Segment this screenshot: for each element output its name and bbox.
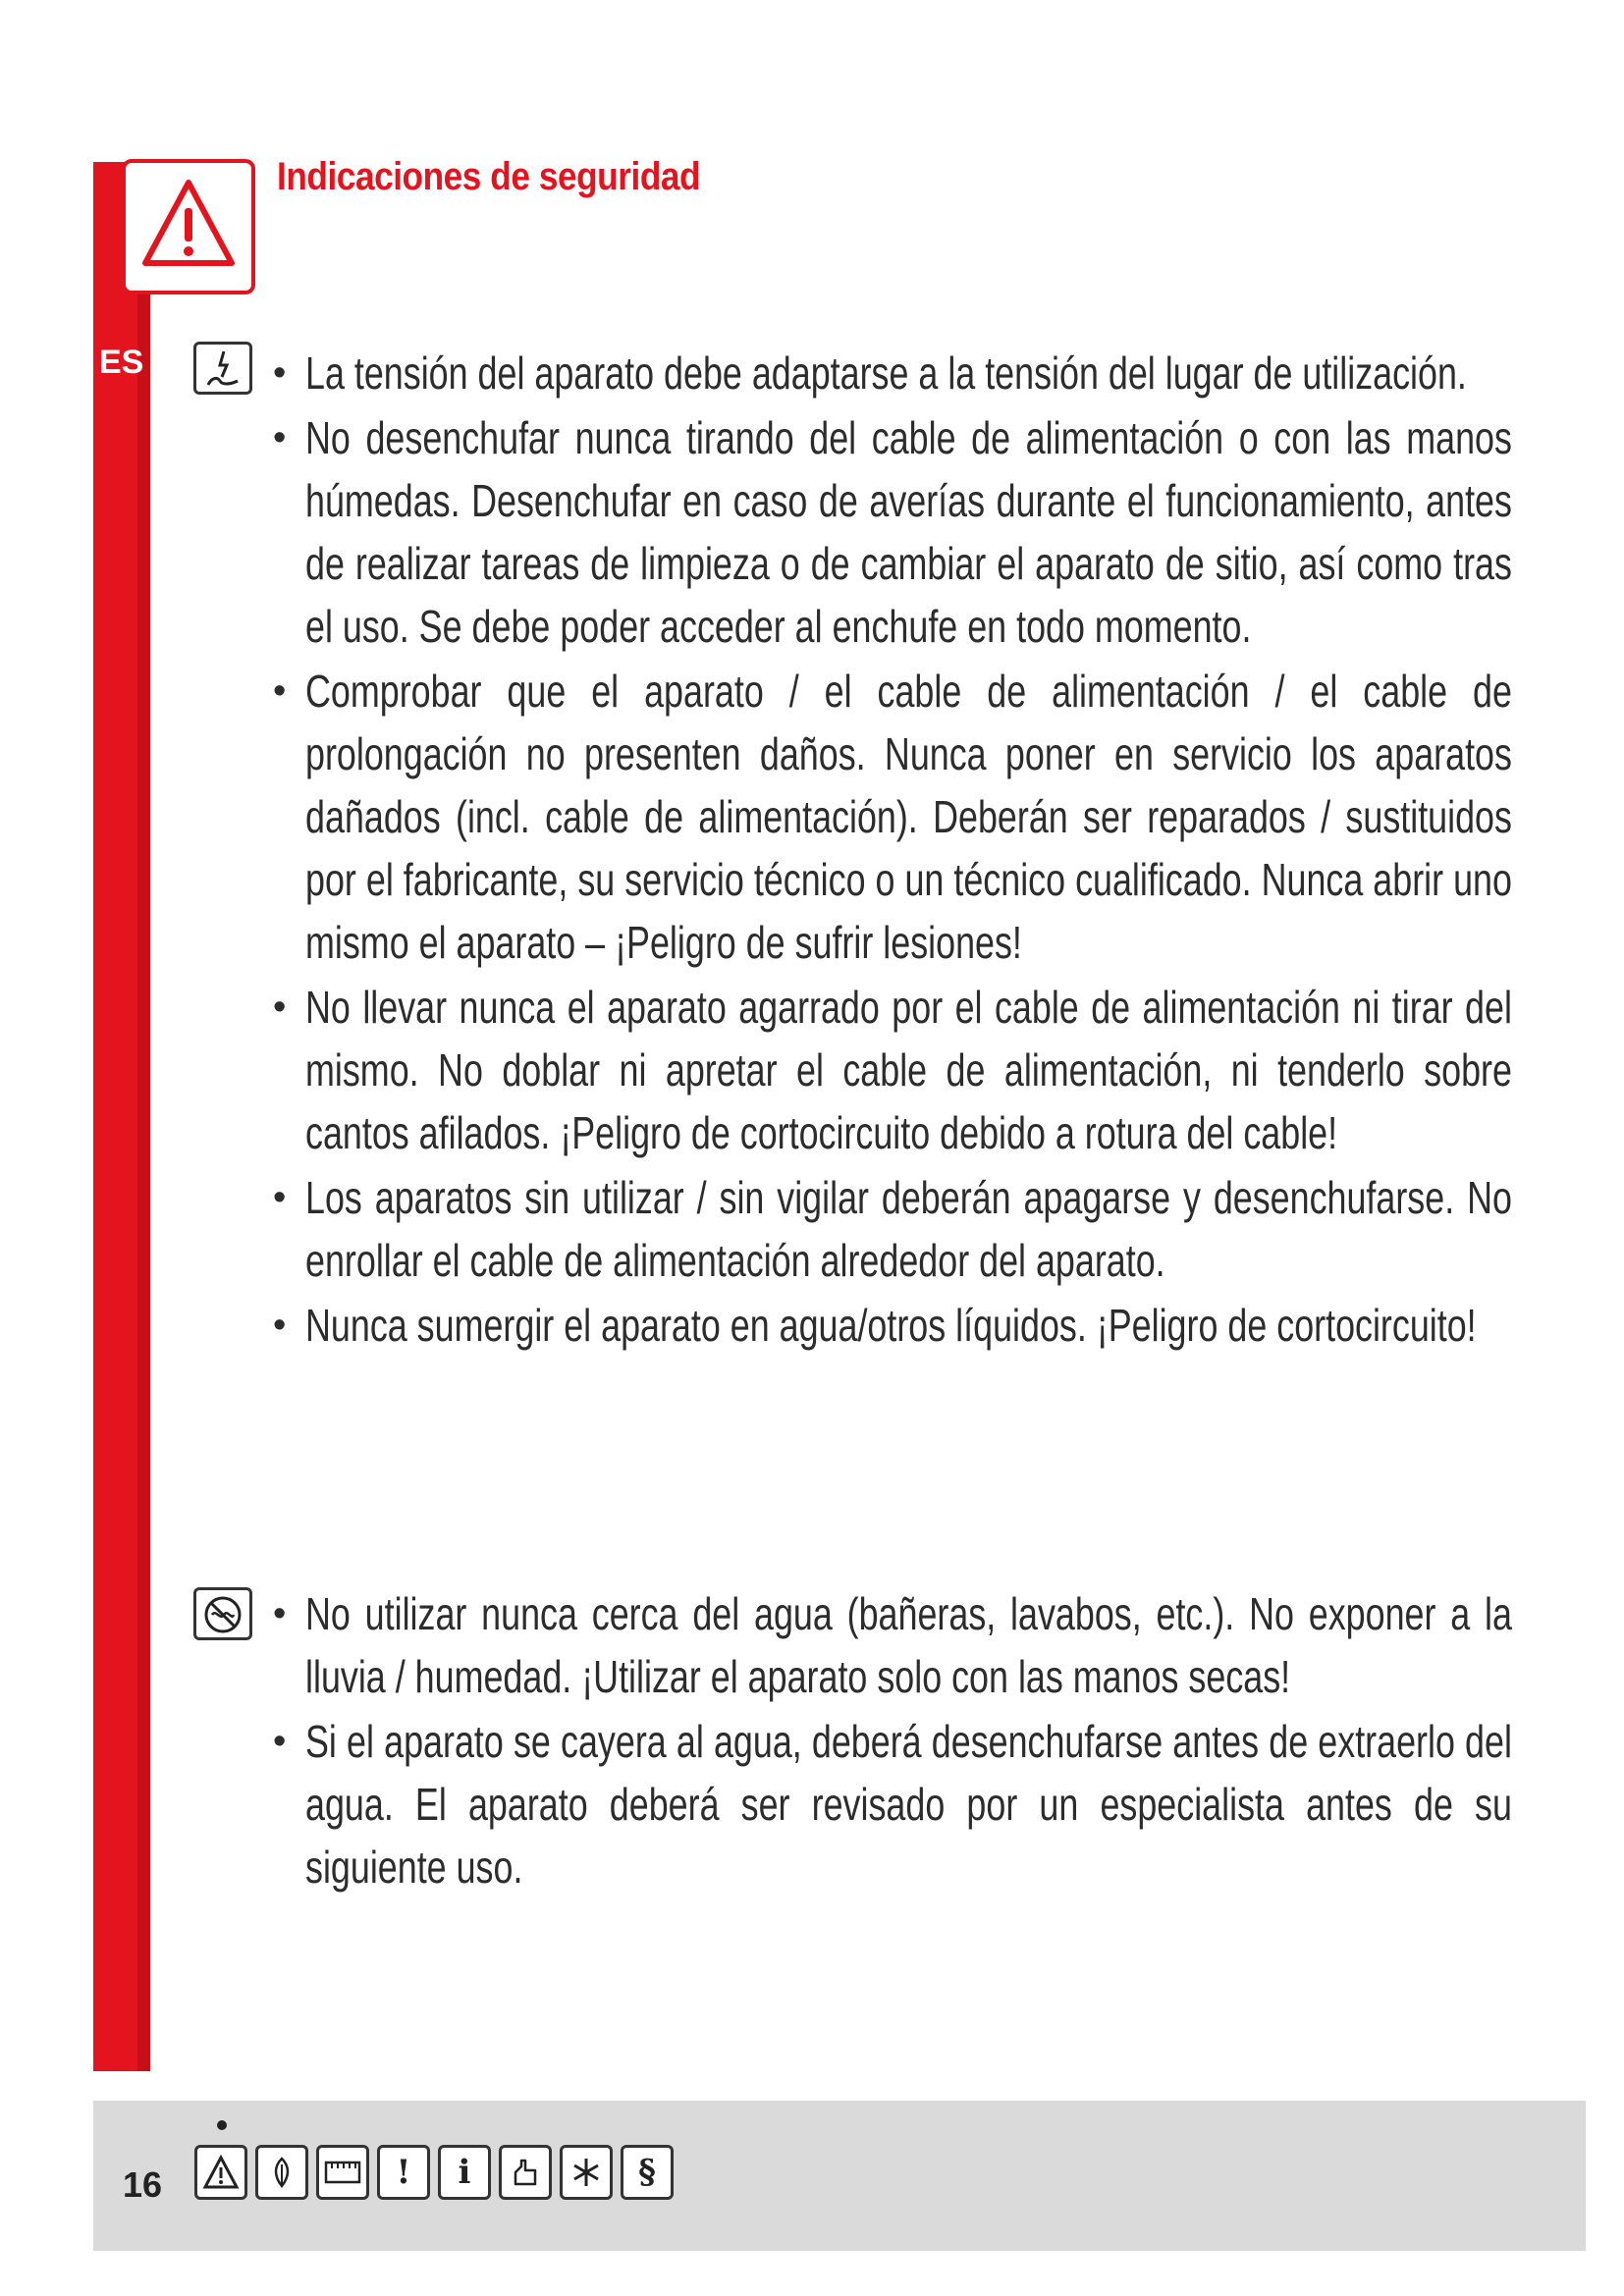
exclamation-icon[interactable]: ! <box>377 2145 430 2200</box>
page-number: 16 <box>123 2164 163 2205</box>
warning-icon[interactable] <box>194 2145 247 2200</box>
section-title: Indicaciones de seguridad <box>277 155 701 198</box>
hand-icon[interactable] <box>499 2145 552 2200</box>
list-item: • Comprobar que el aparato / el cable de alimentación / el cable de prolongación no presenten daños. Nunca poner en servicio los aparatos dañados (incl. cable de alimentación). Deberán ser reparados / sustituidos por el fabricante, su servicio técnico o un técnico cualificado. Nunca abrir uno mismo el aparato – ¡Peligro de sufrir lesiones! <box>273 660 1512 974</box>
list-item: • No llevar nunca el aparato agarrado por el cable de alimentación ni tirar del mismo. No doblar ni apretar el cable de alimentación, ni tenderlo sobre cantos afilados. ¡Peligro de cortocircuito debido a rotura del cable! <box>273 976 1512 1164</box>
language-tag: ES <box>99 344 144 381</box>
list-item: • No desenchufar nunca tirando del cable de alimentación o con las manos húmedas. Desenchufar en caso de averías durante el funcionamiento, antes de realizar tareas de limpieza o de cambiar el aparato de sitio, así como tras el uso. Se debe poder acceder al enchufe en todo momento. <box>273 406 1512 658</box>
ruler-icon[interactable] <box>316 2145 369 2200</box>
list-item: • Los aparatos sin utilizar / sin vigilar deberán apagarse y desenchufarse. No enrollar el cable de alimentación alrededor del aparato. <box>273 1166 1512 1292</box>
asterisk-icon[interactable] <box>560 2145 613 2200</box>
warning-triangle-icon <box>122 159 255 294</box>
no-water-icon <box>193 1587 252 1640</box>
safety-list-water <box>273 1582 1512 1900</box>
section-icon[interactable]: § <box>621 2145 674 2200</box>
environment-icon[interactable] <box>255 2145 308 2200</box>
electric-shock-icon <box>193 342 252 395</box>
side-color-bar-shade <box>137 162 150 2071</box>
list-item: • La tensión del aparato debe adaptarse a la tensión del lugar de utilización. <box>273 342 1512 404</box>
list-item: • Nunca sumergir el aparato en agua/otros líquidos. ¡Peligro de cortocircuito! <box>273 1294 1512 1357</box>
safety-list-electrical <box>273 342 1512 1359</box>
footer-icon-nav <box>194 2145 674 2200</box>
list-item: • Si el aparato se cayera al agua, deberá desenchufarse antes de extraerlo del agua. El aparato deberá ser revisado por un especialista antes de su siguiente uso. <box>273 1710 1512 1898</box>
info-icon[interactable]: i <box>438 2145 491 2200</box>
list-item: • No utilizar nunca cerca del agua (bañeras, lavabos, etc.). No exponer a la lluvia / humedad. ¡Utilizar el aparato solo con las manos secas! <box>273 1582 1512 1708</box>
